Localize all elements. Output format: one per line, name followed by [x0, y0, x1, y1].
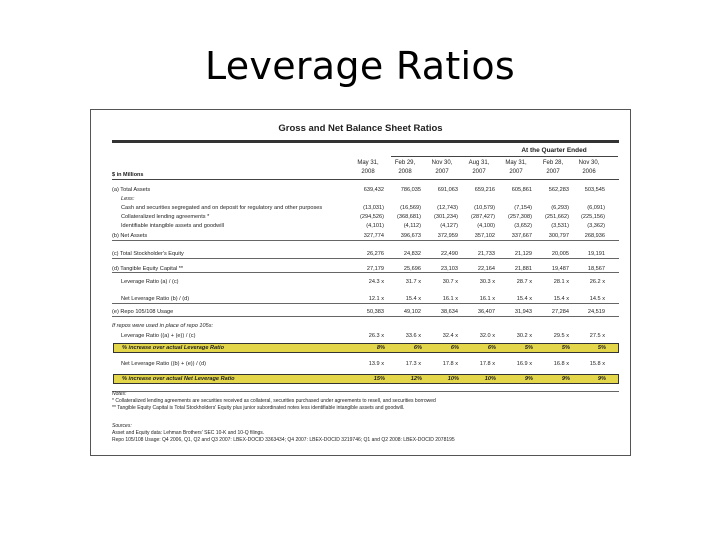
- header-divider: [112, 140, 619, 143]
- column-header-date: Feb 29,: [394, 160, 416, 166]
- sources-line: Asset and Equity data: Lehman Brothers' SEC 10-K and 10-Q filings.: [112, 429, 265, 436]
- table-title: Gross and Net Balance Sheet Ratios: [278, 123, 443, 134]
- column-header-date: Nov 30,: [578, 160, 600, 166]
- cell-value: 29.5 x: [553, 333, 569, 339]
- cell-value: 15.4 x: [516, 296, 532, 302]
- column-header: [459, 159, 499, 176]
- cell-value: (3,362): [587, 223, 605, 229]
- cell-value: 14.5 x: [589, 296, 605, 302]
- cell-value: 6%: [487, 345, 496, 351]
- row-label: Net Leverage Ratio ((b) + (e)) / (d): [121, 361, 207, 367]
- cell-value: 17.8 x: [479, 361, 495, 367]
- column-header-date: Feb 28,: [542, 160, 564, 166]
- row-divider: [112, 316, 619, 317]
- period-divider: [391, 156, 618, 157]
- cell-value: 786,035: [400, 187, 421, 193]
- column-header-date: Aug 31,: [468, 160, 490, 166]
- column-header-year: 2008: [398, 168, 412, 175]
- balance-sheet-ratios-table: [90, 109, 631, 456]
- cell-value: 16.1 x: [442, 296, 458, 302]
- column-header-year: 2007: [435, 168, 449, 175]
- column-header: [496, 159, 536, 176]
- row-label: (b) Net Assets: [112, 233, 148, 239]
- cell-value: 30.7 x: [442, 279, 458, 285]
- sources-heading: Sources:: [112, 423, 132, 429]
- cell-value: 20,005: [551, 251, 569, 257]
- table-row: [91, 321, 630, 331]
- row-label: Less:: [121, 196, 135, 202]
- cell-value: 6%: [450, 345, 459, 351]
- cell-value: (251,662): [545, 214, 569, 220]
- column-header-year: 2006: [582, 168, 596, 175]
- notes-line: * Collateralized lending agreements are securities received as collateral, securities purchased under agreements to resell, and securities borrowed: [112, 397, 436, 404]
- cell-value: 26.2 x: [589, 279, 605, 285]
- cell-value: 357,102: [474, 233, 495, 239]
- cell-value: 8%: [376, 345, 385, 351]
- cell-value: 562,283: [548, 187, 569, 193]
- column-header: [348, 159, 388, 176]
- row-label: (a) Total Assets: [112, 187, 151, 193]
- sources-block: [112, 423, 617, 443]
- cell-value: 28.1 x: [553, 279, 569, 285]
- cell-value: (12,743): [437, 205, 458, 211]
- notes-block: [112, 391, 617, 411]
- cell-value: 396,673: [400, 233, 421, 239]
- highlight-row: [113, 343, 619, 353]
- cell-value: (368,681): [397, 214, 421, 220]
- column-header-date: May 31,: [505, 160, 527, 166]
- cell-value: 9%: [561, 376, 570, 382]
- cell-value: (16,569): [400, 205, 421, 211]
- cell-value: 24.3 x: [368, 279, 384, 285]
- cell-value: 17.8 x: [442, 361, 458, 367]
- cell-value: 659,216: [474, 187, 495, 193]
- cell-value: 26,276: [366, 251, 384, 257]
- cell-value: (7,154): [514, 205, 532, 211]
- row-label: Leverage Ratio (a) / (c): [121, 279, 179, 285]
- cell-value: 24,519: [587, 309, 605, 315]
- cell-value: 5%: [524, 345, 533, 351]
- column-header-year: 2007: [546, 168, 560, 175]
- cell-value: (257,308): [508, 214, 532, 220]
- cell-value: (3,652): [514, 223, 532, 229]
- cell-value: 38,634: [440, 309, 458, 315]
- cell-value: 22,164: [477, 266, 495, 272]
- cell-value: 19,191: [587, 251, 605, 257]
- row-divider: [112, 272, 619, 273]
- table-row: [91, 359, 630, 369]
- units-label: $ in Millions: [112, 172, 144, 178]
- cell-value: 30.2 x: [516, 333, 532, 339]
- row-label: % increase over actual Leverage Ratio: [122, 345, 224, 351]
- table-row: [91, 277, 630, 287]
- cell-value: 17.3 x: [405, 361, 421, 367]
- cell-value: 33.6 x: [405, 333, 421, 339]
- cell-value: 5%: [597, 345, 606, 351]
- cell-value: (225,156): [581, 214, 605, 220]
- cell-value: 15.4 x: [553, 296, 569, 302]
- cell-value: 32.0 x: [479, 333, 495, 339]
- cell-value: 16.9 x: [516, 361, 532, 367]
- cell-value: 49,102: [403, 309, 421, 315]
- highlight-row: [113, 374, 619, 384]
- cell-value: (3,531): [551, 223, 569, 229]
- units-divider: [112, 179, 619, 180]
- row-label: Collateralized lending agreements *: [121, 214, 210, 220]
- cell-value: 18,567: [587, 266, 605, 272]
- row-label: Leverage Ratio ((a) + (e)) / (c): [121, 333, 196, 339]
- cell-value: 327,774: [363, 233, 384, 239]
- cell-value: (4,112): [403, 223, 421, 229]
- table-row: [91, 221, 630, 231]
- column-header-date: May 31,: [357, 160, 379, 166]
- cell-value: 22,490: [440, 251, 458, 257]
- cell-value: 27,284: [551, 309, 569, 315]
- column-header: [533, 159, 573, 176]
- cell-value: 13.9 x: [368, 361, 384, 367]
- cell-value: 24,832: [403, 251, 421, 257]
- cell-value: 12.1 x: [368, 296, 384, 302]
- cell-value: 605,861: [511, 187, 532, 193]
- row-label: (d) Tangible Equity Capital **: [112, 266, 184, 272]
- row-label: If repos were used in place of repo 105s:: [112, 323, 214, 329]
- table-row: [91, 331, 630, 341]
- cell-value: 268,936: [584, 233, 605, 239]
- row-divider: [112, 240, 619, 241]
- row-label: Net Leverage Ratio (b) / (d): [121, 296, 190, 302]
- cell-value: 300,797: [548, 233, 569, 239]
- cell-value: 16.1 x: [479, 296, 495, 302]
- cell-value: 15%: [373, 376, 385, 382]
- column-header-date: Nov 30,: [431, 160, 453, 166]
- sources-line: Repo 105/108 Usage: Q4 2006, Q1, Q2 and Q3 2007: LBEX-DOCID 3363434; Q4 2007: LBEX-DOCID 3219746; Q1 and Q2 2008: LBEX-DOCID 2078195: [112, 436, 455, 443]
- cell-value: 25,696: [403, 266, 421, 272]
- row-label: Identifiable intangible assets and goodwill: [121, 223, 224, 229]
- cell-value: 36,407: [477, 309, 495, 315]
- cell-value: 9%: [524, 376, 533, 382]
- cell-value: 27.5 x: [589, 333, 605, 339]
- cell-value: (4,100): [477, 223, 495, 229]
- cell-value: (4,101): [366, 223, 384, 229]
- cell-value: 23,103: [440, 266, 458, 272]
- cell-value: (6,293): [551, 205, 569, 211]
- cell-value: 9%: [597, 376, 606, 382]
- cell-value: 30.3 x: [479, 279, 495, 285]
- notes-line: ** Tangible Equity Capital is Total Stockholders' Equity plus junior subordinated notes less identifiable intangible assets and goodwill.: [112, 404, 405, 411]
- cell-value: 12%: [410, 376, 422, 382]
- row-label: (e) Repo 105/108 Usage: [112, 309, 174, 315]
- cell-value: (6,091): [587, 205, 605, 211]
- cell-value: 21,733: [477, 251, 495, 257]
- cell-value: 28.7 x: [516, 279, 532, 285]
- row-label: Cash and securities segregated and on deposit for regulatory and other purposes: [121, 205, 323, 211]
- notes-heading: Notes:: [112, 391, 127, 397]
- cell-value: 26.3 x: [368, 333, 384, 339]
- cell-value: (287,427): [471, 214, 495, 220]
- row-divider: [112, 303, 619, 304]
- cell-value: 21,129: [514, 251, 532, 257]
- column-header-year: 2007: [472, 168, 486, 175]
- column-header-year: 2008: [361, 168, 375, 175]
- cell-value: 691,063: [437, 187, 458, 193]
- cell-value: 10%: [484, 376, 496, 382]
- cell-value: (301,234): [434, 214, 458, 220]
- cell-value: 337,667: [511, 233, 532, 239]
- column-header-year: 2007: [509, 168, 523, 175]
- column-header: [385, 159, 425, 176]
- row-label: % increase over actual Net Leverage Ratio: [122, 376, 235, 382]
- cell-value: 6%: [413, 345, 422, 351]
- cell-value: 31.7 x: [405, 279, 421, 285]
- cell-value: 50,383: [366, 309, 384, 315]
- cell-value: (4,127): [440, 223, 458, 229]
- column-header: [422, 159, 462, 176]
- row-label: (c) Total Stockholder's Equity: [112, 251, 184, 257]
- cell-value: 31,943: [514, 309, 532, 315]
- cell-value: 21,881: [514, 266, 532, 272]
- cell-value: 372,959: [437, 233, 458, 239]
- cell-value: 15.4 x: [405, 296, 421, 302]
- cell-value: 27,179: [366, 266, 384, 272]
- cell-value: 639,432: [363, 187, 384, 193]
- cell-value: 10%: [447, 376, 459, 382]
- column-header: [569, 159, 609, 176]
- cell-value: (294,526): [360, 214, 384, 220]
- cell-value: 32.4 x: [442, 333, 458, 339]
- row-divider: [112, 258, 619, 259]
- cell-value: (10,579): [474, 205, 495, 211]
- period-header: At the Quarter Ended: [521, 147, 587, 154]
- slide-title: Leverage Ratios: [204, 44, 516, 88]
- cell-value: (13,031): [363, 205, 384, 211]
- cell-value: 503,545: [584, 187, 605, 193]
- cell-value: 19,487: [551, 266, 569, 272]
- cell-value: 5%: [561, 345, 570, 351]
- cell-value: 15.8 x: [589, 361, 605, 367]
- cell-value: 16.8 x: [553, 361, 569, 367]
